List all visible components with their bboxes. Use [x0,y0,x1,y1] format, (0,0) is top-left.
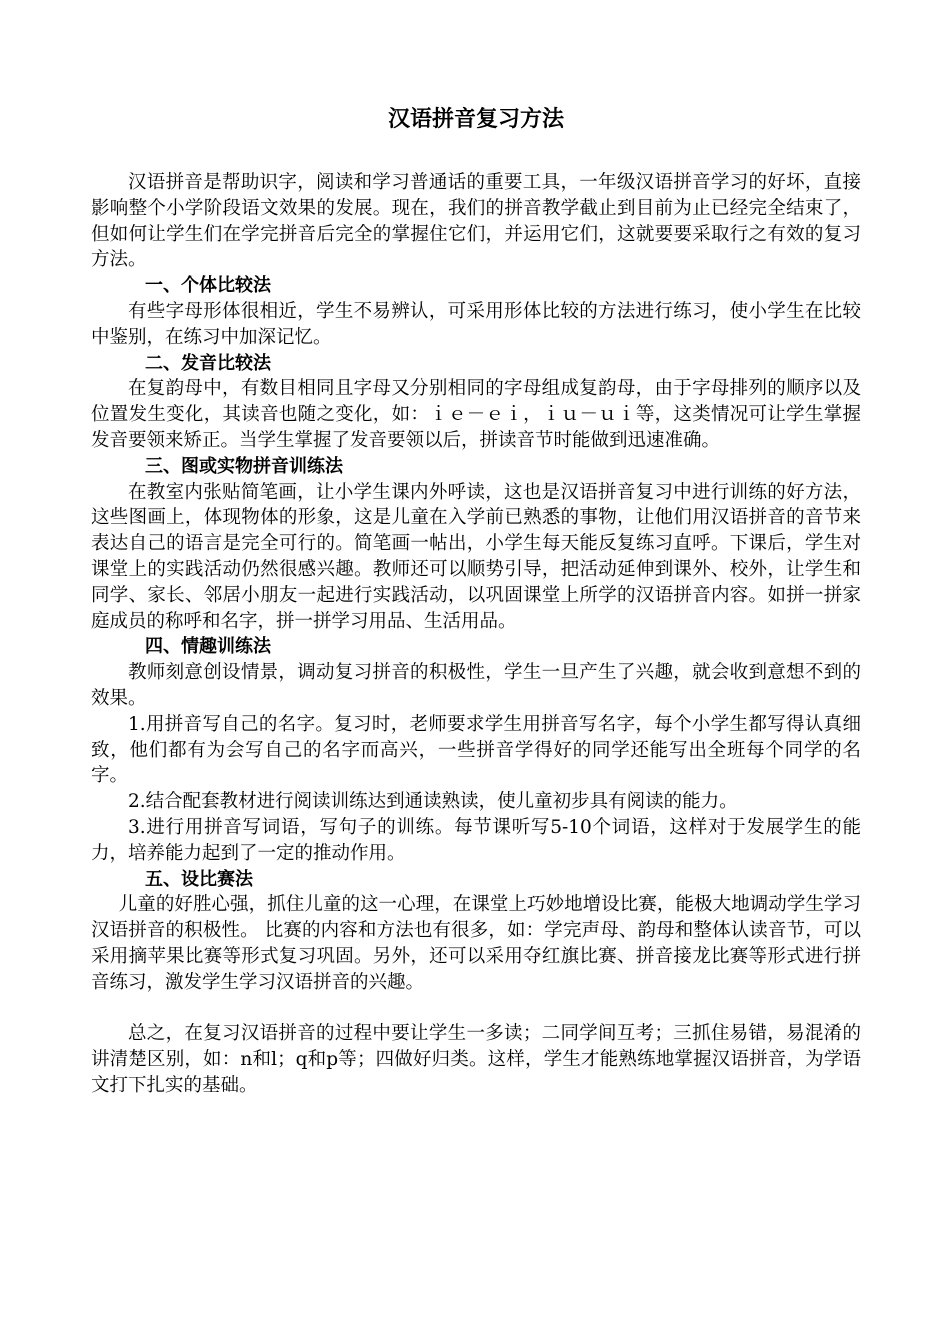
section-2-paragraph: 在复韵母中，有数目相同且字母又分别相同的字母组成复韵母，由于字母排列的顺序以及位置发生变化，其读音也随之变化，如：ｉｅ－ｅｉ，ｉｕ－ｕｉ等，这类情况可让学生掌握发音要领来矫正。当学生掌握了发音要领以后，拼读音节时能做到迅速准确。 [91,378,861,451]
section-4-item-3: 3.进行用拼音写词语，写句子的训练。每节课听写5-10个词语，这样对于发展学生的能力，培养能力起到了一定的推动作用。 [91,816,861,864]
intro-paragraph: 汉语拼音是帮助识字，阅读和学习普通话的重要工具，一年级汉语拼音学习的好坏，直接影响整个小学阶段语文效果的发展。现在，我们的拼音教学截止到目前为止已经完全结束了，但如何让学生们在学完拼音后完全的掌握住它们，并运用它们，这就要要采取行之有效的复习方法。 [91,172,861,271]
section-5-paragraph: 儿童的好胜心强，抓住儿童的这一心理，在课堂上巧妙地增设比赛，能极大地调动学生学习汉语拼音的积极性。 比赛的内容和方法也有很多，如：学完声母、韵母和整体认读音节，可以采用摘苹果比赛等形式复习巩固。另外，还可以采用夺红旗比赛、拼音接龙比赛等形式进行拼音练习，激发学生学习汉语拼音的兴趣。 [91,894,861,993]
section-heading-3: 三、图或实物拼音训练法 [145,455,343,477]
section-1-paragraph: 有些字母形体很相近，学生不易辨认，可采用形体比较的方法进行练习，使小学生在比较中鉴别，在练习中加深记忆。 [91,300,861,348]
blank-line [91,996,861,1022]
section-heading-4: 四、情趣训练法 [145,636,271,658]
section-4-item-1: 1.用拼音写自己的名字。复习时，老师要求学生用拼音写名字，每个小学生都写得认真细致，他们都有为会写自己的名字而高兴，一些拼音学得好的同学还能写出全班每个同学的名字。 [91,713,861,787]
section-heading-5: 五、设比赛法 [145,868,253,890]
section-4-paragraph: 教师刻意创设情景，调动复习拼音的积极性，学生一旦产生了兴趣，就会收到意想不到的效果。 [91,662,861,709]
section-3-paragraph: 在教室内张贴简笔画，让小学生课内外呼读，这也是汉语拼音复习中进行训练的好方法，这些图画上，体现物体的形象，这是儿童在入学前已熟悉的事物，让他们用汉语拼音的音节来表达自己的语言是完全可行的。简笔画一帖出，小学生每天能反复练习直呼。下课后，学生对课堂上的实践活动仍然很感兴趣。教师还可以顺势引导，把活动延伸到课外、校外，让学生和同学、家长、邻居小朋友一起进行实践活动，以巩固课堂上所学的汉语拼音内容。如拼一拼家庭成员的称呼和名字，拼一拼学习用品、生活用品。 [91,481,861,632]
section-4-item-2: 2.结合配套教材进行阅读训练达到通读熟读，使儿童初步具有阅读的能力。 [128,791,738,813]
document-title: 汉语拼音复习方法 [387,107,564,132]
section-heading-1: 一、个体比较法 [145,275,271,297]
conclusion-paragraph: 总之，在复习汉语拼音的过程中要让学生一多读；二同学间互考；三抓住易错，易混淆的讲清楚区别，如：n和l；q和p等；四做好归类。这样，学生才能熟练地掌握汉语拼音，为学语文打下扎实的基础。 [91,1023,861,1096]
section-heading-2: 二、发音比较法 [145,352,271,374]
document-body [91,170,861,1099]
